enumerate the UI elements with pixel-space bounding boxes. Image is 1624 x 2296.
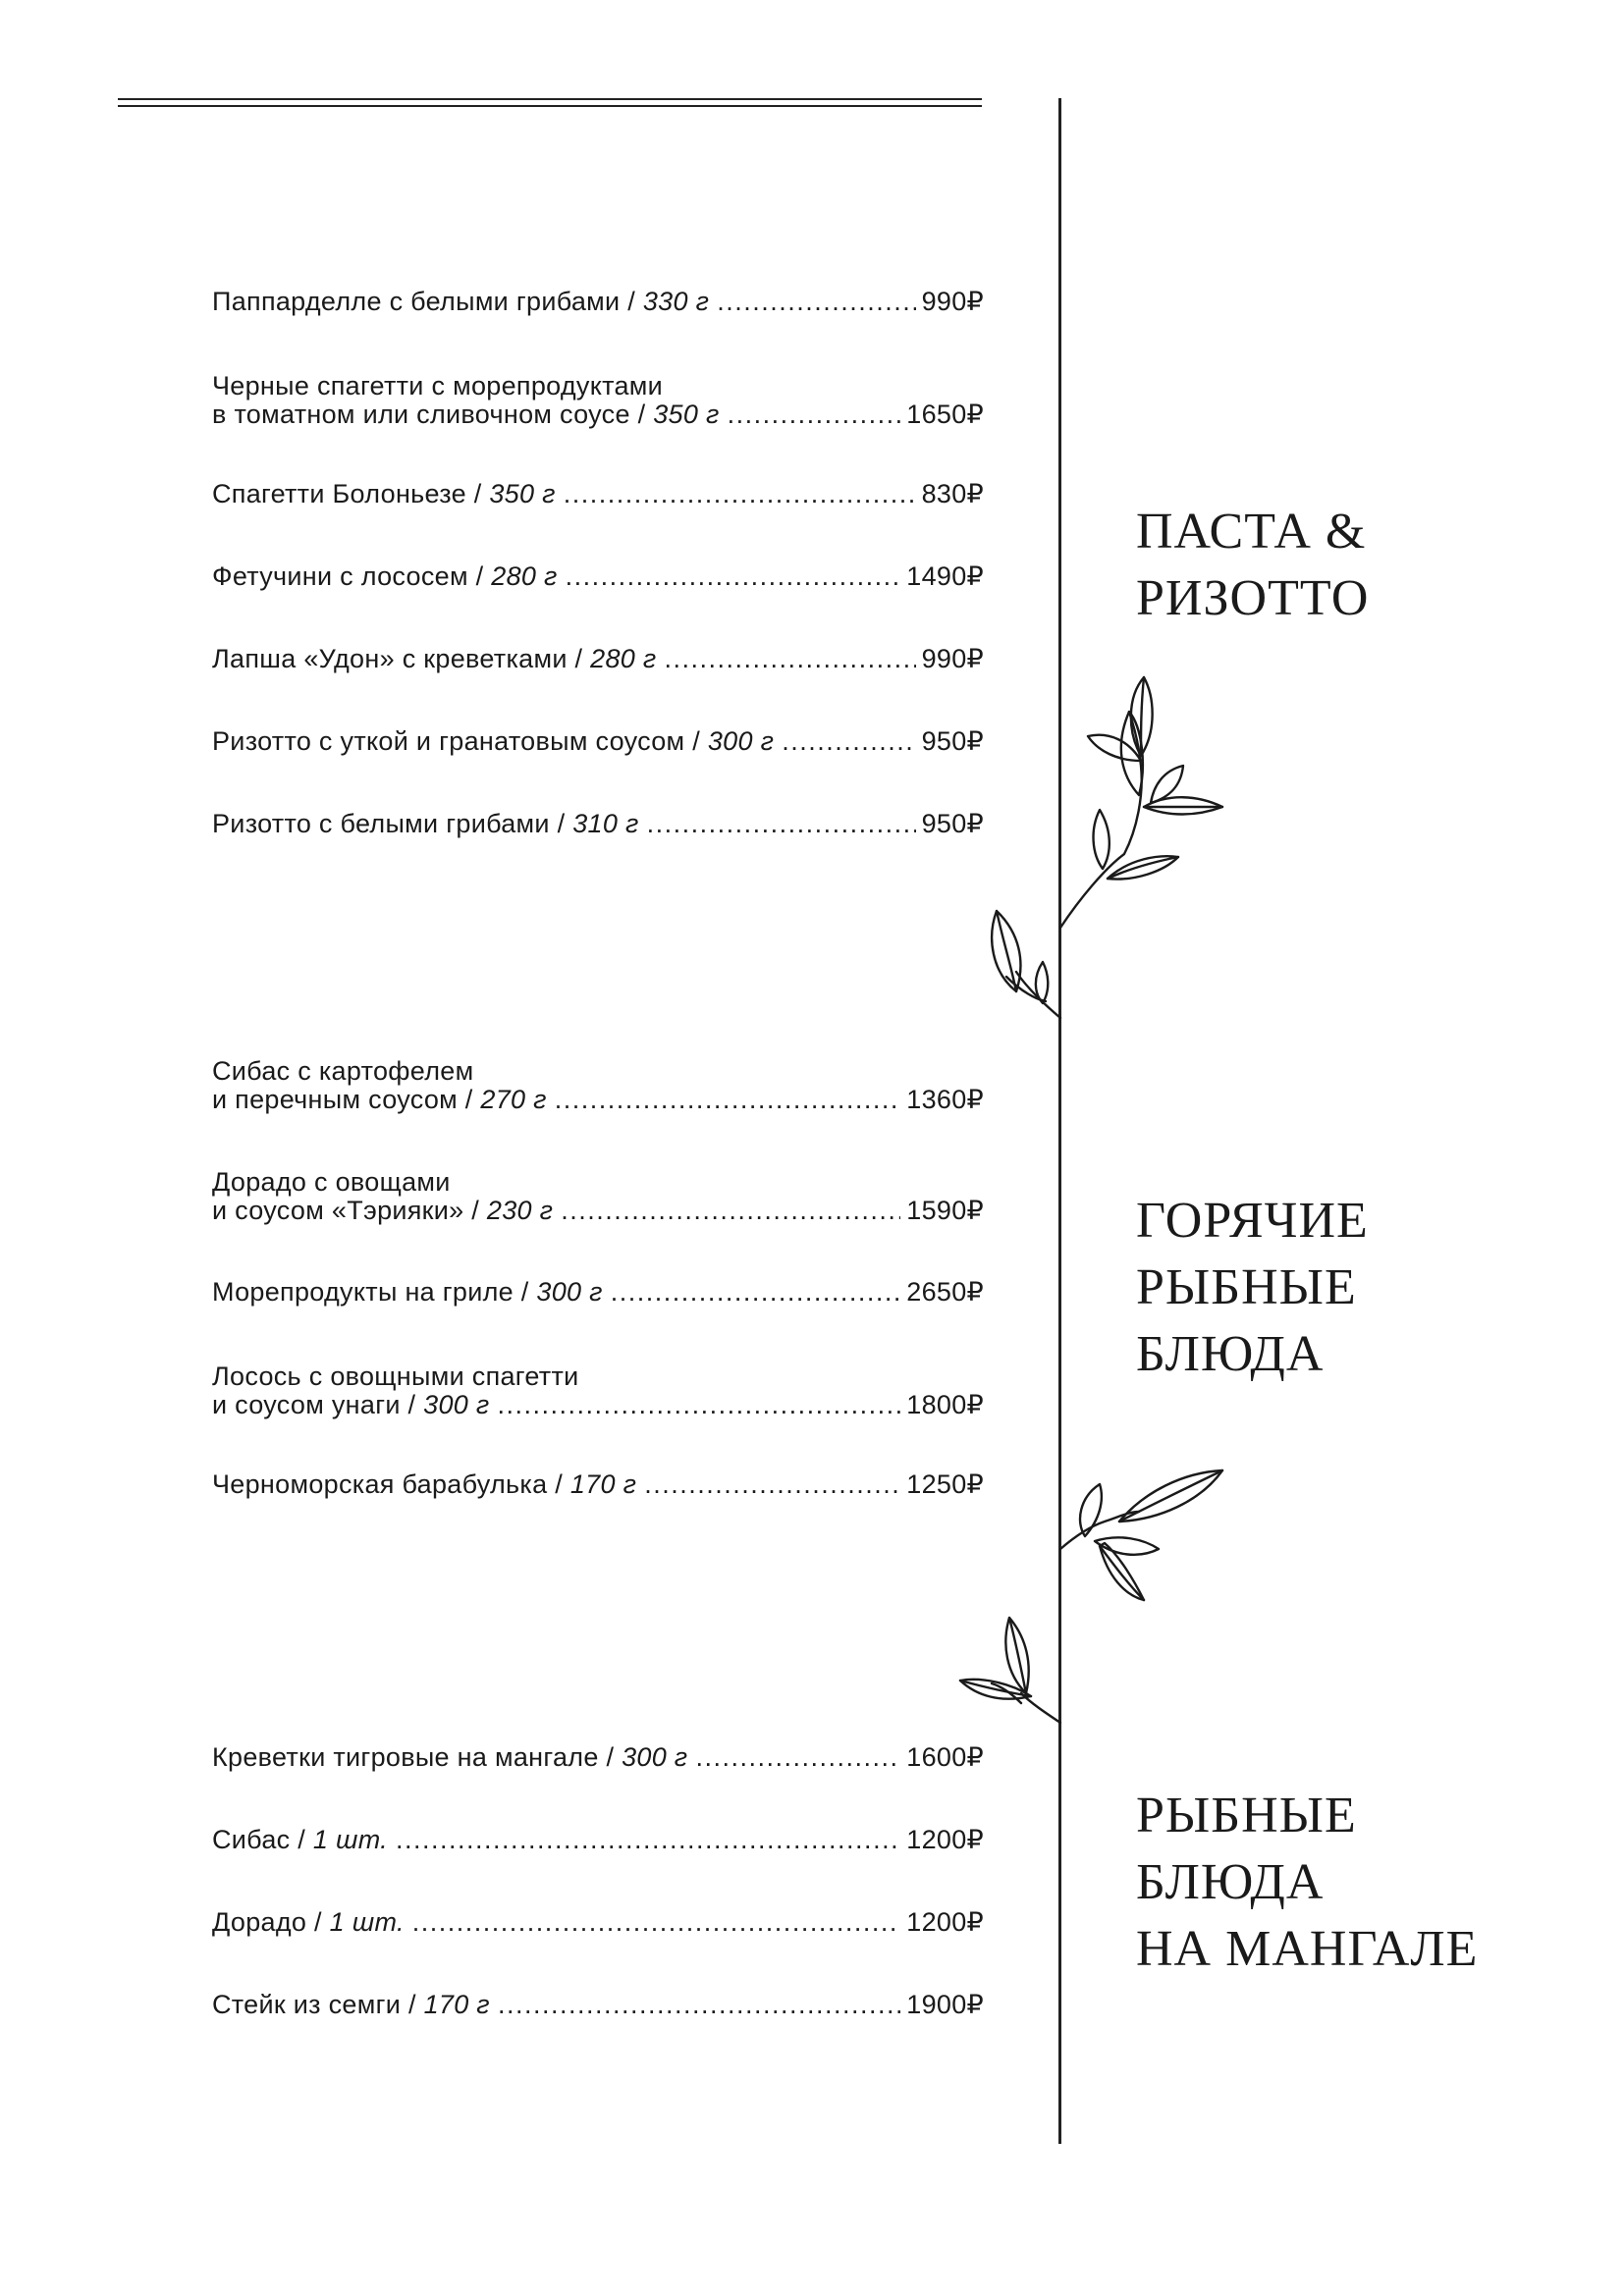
item-weight: 300 г bbox=[622, 1742, 688, 1772]
item-name-line2: в томатном или сливочном соусе / bbox=[212, 400, 646, 429]
section-title-line: РЫБНЫЕ bbox=[1136, 1788, 1357, 1843]
item-name: Сибас с картофелем bbox=[212, 1056, 474, 1086]
item-name-line2: и соусом унаги / bbox=[212, 1390, 416, 1419]
section-title-line: БЛЮДА bbox=[1136, 1854, 1325, 1910]
item-price: 990₽ bbox=[921, 287, 984, 316]
item-price: 1250₽ bbox=[906, 1469, 984, 1499]
item-name: Дорадо с овощами bbox=[212, 1167, 451, 1197]
section-title-line: БЛЮДА bbox=[1136, 1326, 1325, 1382]
item-price: 1360₽ bbox=[906, 1085, 984, 1114]
item-weight: 230 г bbox=[486, 1196, 554, 1225]
item-weight: 1 шт. bbox=[329, 1907, 405, 1937]
item-weight: 270 г bbox=[480, 1085, 547, 1114]
item-price: 830₽ bbox=[921, 479, 984, 508]
item-weight: 300 г bbox=[536, 1277, 603, 1307]
item-price: 1200₽ bbox=[906, 1825, 984, 1854]
item-name: Ризотто с уткой и гранатовым соусом / bbox=[212, 726, 701, 756]
item-name: Черные спагетти с морепродуктами bbox=[212, 371, 664, 400]
item-name: Сибас / bbox=[212, 1825, 306, 1854]
item-price: 1650₽ bbox=[906, 400, 984, 429]
item-weight: 280 г bbox=[590, 644, 657, 673]
section-title-line: РЫБНЫЕ bbox=[1136, 1259, 1357, 1315]
item-weight: 170 г bbox=[423, 1990, 490, 2019]
item-name: Морепродукты на гриле / bbox=[212, 1277, 529, 1307]
section-title-line: НА МАНГАЛЕ bbox=[1136, 1921, 1479, 1977]
section-title-line: РИЗОТТО bbox=[1136, 570, 1370, 626]
section-title-line: ГОРЯЧИЕ bbox=[1136, 1193, 1369, 1249]
item-price: 1490₽ bbox=[906, 561, 984, 591]
item-weight: 330 г bbox=[642, 287, 710, 316]
item-price: 1600₽ bbox=[906, 1742, 984, 1772]
item-price: 2650₽ bbox=[906, 1277, 984, 1307]
item-name: Черноморская барабулька / bbox=[212, 1469, 564, 1499]
item-name: Фетучини с лососем / bbox=[212, 561, 484, 591]
item-name: Креветки тигровые на мангале / bbox=[212, 1742, 615, 1772]
item-weight: 280 г bbox=[491, 561, 558, 591]
item-weight: 170 г bbox=[569, 1469, 637, 1499]
item-name-line2: и соусом «Тэрияки» / bbox=[212, 1196, 480, 1225]
item-weight: 300 г bbox=[423, 1390, 490, 1419]
item-price: 990₽ bbox=[921, 644, 984, 673]
item-price: 1200₽ bbox=[906, 1907, 984, 1937]
item-name-line2: и перечным соусом / bbox=[212, 1085, 473, 1114]
item-name: Паппарделле с белыми грибами / bbox=[212, 287, 636, 316]
item-price: 950₽ bbox=[921, 809, 984, 838]
section-title-line: ПАСТА & bbox=[1136, 504, 1367, 560]
item-name: Стейк из семги / bbox=[212, 1990, 416, 2019]
item-price: 1590₽ bbox=[906, 1196, 984, 1225]
item-price: 1800₽ bbox=[906, 1390, 984, 1419]
item-name: Спагетти Болоньезе / bbox=[212, 479, 482, 508]
item-name: Лапша «Удон» с креветками / bbox=[212, 644, 583, 673]
item-price: 1900₽ bbox=[906, 1990, 984, 2019]
item-weight: 1 шт. bbox=[312, 1825, 388, 1854]
item-weight: 300 г bbox=[707, 726, 775, 756]
item-name: Лосось с овощными спагетти bbox=[212, 1362, 579, 1391]
item-weight: 350 г bbox=[653, 400, 720, 429]
item-name: Ризотто с белыми грибами / bbox=[212, 809, 566, 838]
item-weight: 350 г bbox=[489, 479, 556, 508]
item-weight: 310 г bbox=[572, 809, 639, 838]
item-price: 950₽ bbox=[921, 726, 984, 756]
item-name: Дорадо / bbox=[212, 1907, 322, 1937]
